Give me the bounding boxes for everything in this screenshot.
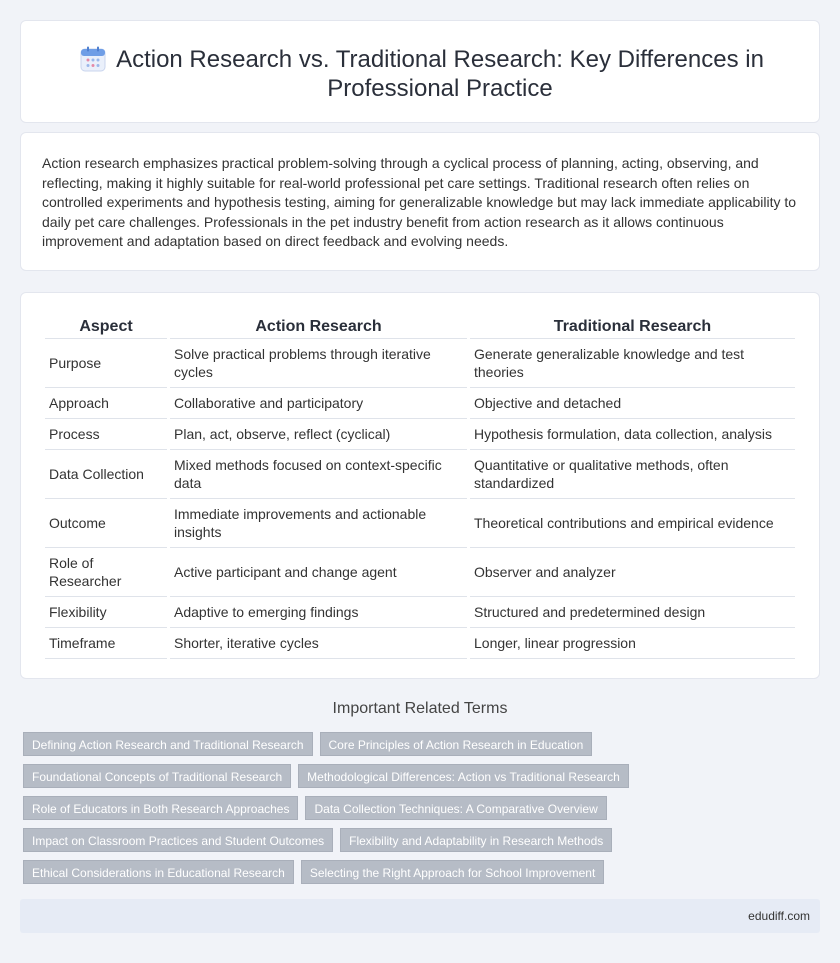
table-row xyxy=(45,450,795,499)
table-header-row xyxy=(45,315,795,339)
tag-row xyxy=(23,860,823,884)
table-cell: Process xyxy=(45,419,167,450)
tag-row xyxy=(23,796,823,820)
table-cell: Role of Researcher xyxy=(45,548,167,597)
table-cell: Adaptive to emerging findings xyxy=(170,597,467,628)
related-term-tag[interactable]: Defining Action Research and Traditional Research xyxy=(23,732,313,756)
comparison-table-card xyxy=(20,292,820,679)
table-cell: Structured and predetermined design xyxy=(470,597,795,628)
table-row xyxy=(45,388,795,419)
related-terms-list xyxy=(23,732,823,892)
table-cell: Immediate improvements and actionable insights xyxy=(170,499,467,548)
related-term-tag[interactable]: Flexibility and Adaptability in Research Methods xyxy=(340,828,612,852)
table-cell: Flexibility xyxy=(45,597,167,628)
tag-row xyxy=(23,828,823,852)
header-aspect: Aspect xyxy=(45,315,167,339)
table-cell: Data Collection xyxy=(45,450,167,499)
table-cell: Plan, act, observe, reflect (cyclical) xyxy=(170,419,467,450)
table-row xyxy=(45,339,795,388)
table-cell: Approach xyxy=(45,388,167,419)
table-cell: Theoretical contributions and empirical evidence xyxy=(470,499,795,548)
table-cell: Hypothesis formulation, data collection, analysis xyxy=(470,419,795,450)
header-action-research: Action Research xyxy=(170,315,467,339)
header-traditional-research: Traditional Research xyxy=(470,315,795,339)
title-card xyxy=(20,20,820,123)
table-cell: Observer and analyzer xyxy=(470,548,795,597)
related-terms-title: Important Related Terms xyxy=(332,700,508,717)
tag-row xyxy=(23,732,823,756)
comparison-table xyxy=(42,315,798,659)
table-cell: Longer, linear progression xyxy=(470,628,795,659)
table-cell: Active participant and change agent xyxy=(170,548,467,597)
table-row xyxy=(45,499,795,548)
footer xyxy=(20,899,820,933)
table-row xyxy=(45,597,795,628)
intro-paragraph: Action research emphasizes practical problem-solving through a cyclical process of planning, acting, observing, and reflecting, making it highly suitable for real-world professional pet care settings. Traditional research often relies on controlled experiments and hypothesis testing, aiming for generalizable knowledge but may lack immediate applicability to daily pet care challenges. Professionals in the pet industry benefit from action research as it allows continuous improvement and adaptation based on direct feedback and evolving needs. xyxy=(42,155,797,250)
page-title: Action Research vs. Traditional Research: Key Differences in Professional Practice xyxy=(116,46,764,102)
related-term-tag[interactable]: Ethical Considerations in Educational Research xyxy=(23,860,294,884)
table-cell: Solve practical problems through iterative cycles xyxy=(170,339,467,388)
table-row xyxy=(45,548,795,597)
table-cell: Objective and detached xyxy=(470,388,795,419)
related-term-tag[interactable]: Impact on Classroom Practices and Student Outcomes xyxy=(23,828,333,852)
table-row xyxy=(45,419,795,450)
table-cell: Timeframe xyxy=(45,628,167,659)
related-term-tag[interactable]: Selecting the Right Approach for School Improvement xyxy=(301,860,605,884)
table-cell: Shorter, iterative cycles xyxy=(170,628,467,659)
table-cell: Purpose xyxy=(45,339,167,388)
footer-site-link[interactable]: edudiff.com xyxy=(748,909,810,923)
related-term-tag[interactable]: Data Collection Techniques: A Comparative Overview xyxy=(305,796,606,820)
related-term-tag[interactable]: Role of Educators in Both Research Approaches xyxy=(23,796,298,820)
table-cell: Collaborative and participatory xyxy=(170,388,467,419)
table-row xyxy=(45,628,795,659)
related-term-tag[interactable]: Core Principles of Action Research in Education xyxy=(320,732,593,756)
table-cell: Quantitative or qualitative methods, often standardized xyxy=(470,450,795,499)
table-cell: Outcome xyxy=(45,499,167,548)
table-cell: Generate generalizable knowledge and test theories xyxy=(470,339,795,388)
intro-card xyxy=(20,132,820,271)
table-cell: Mixed methods focused on context-specific data xyxy=(170,450,467,499)
related-term-tag[interactable]: Foundational Concepts of Traditional Research xyxy=(23,764,291,788)
related-term-tag[interactable]: Methodological Differences: Action vs Traditional Research xyxy=(298,764,629,788)
tag-row xyxy=(23,764,823,788)
